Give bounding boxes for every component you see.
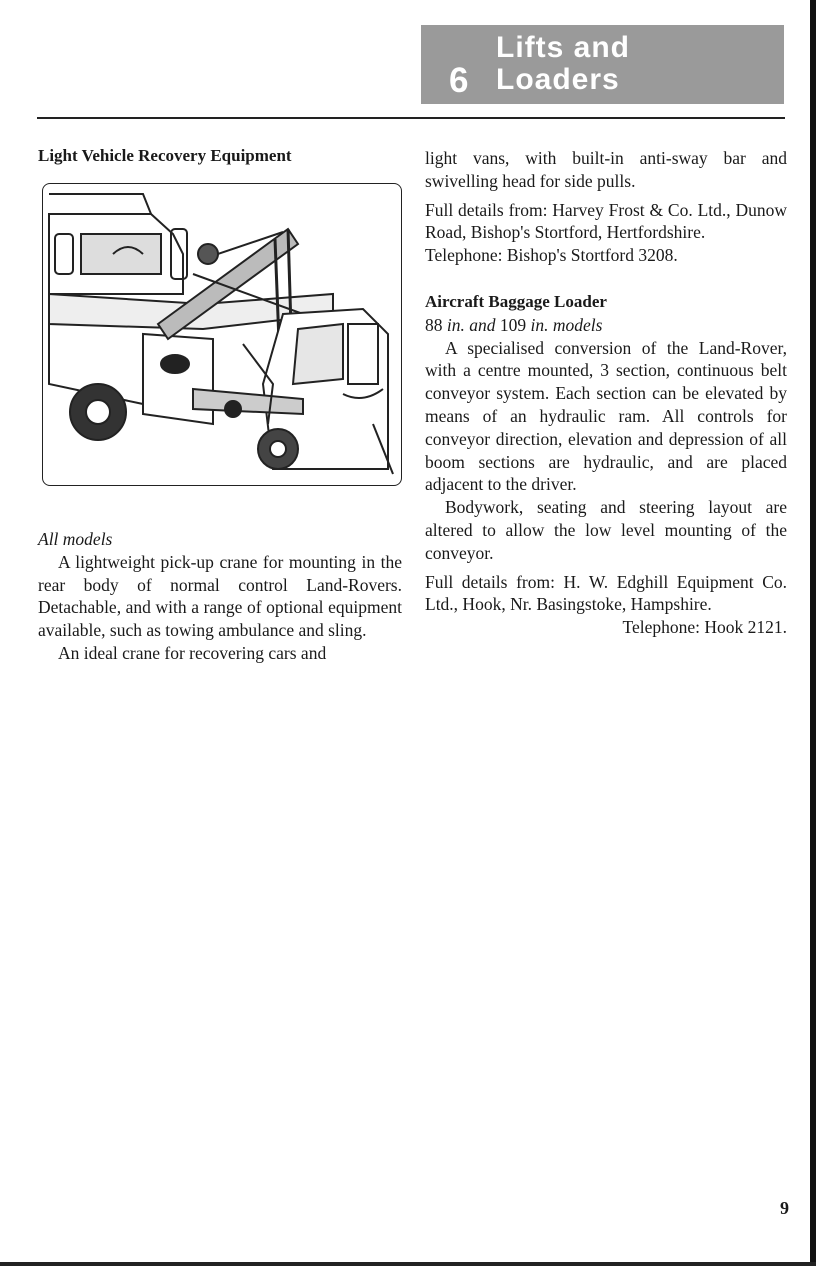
model-88: 88 <box>425 314 443 335</box>
telephone-edghill: Telephone: Hook 2121. <box>622 617 787 638</box>
section-heading-baggage-loader: Aircraft Baggage Loader <box>425 291 607 311</box>
tow-truck-crane-illustration <box>42 183 402 486</box>
tow-truck-drawing-icon <box>43 184 401 485</box>
chapter-banner <box>421 25 784 104</box>
paragraph-ideal-crane: An ideal crane for recovering cars and <box>58 642 327 663</box>
model-109: 109 <box>499 314 527 335</box>
header-rule <box>37 117 785 119</box>
chapter-title-line2: Loaders <box>496 63 620 96</box>
left-body <box>38 528 402 665</box>
page-number: 9 <box>780 1198 789 1218</box>
right-body <box>425 147 787 639</box>
model-unit-b: in. models <box>530 314 603 335</box>
paragraph-bodywork: Bodywork, seating and steering layout are altered to allow the low level mounting of the conveyor. <box>425 497 787 563</box>
scan-edge-bottom <box>0 1262 816 1266</box>
paragraph-continuation: light vans, with built-in anti-sway bar and swivelling head for side pulls. <box>425 148 787 191</box>
chapter-title-line1: Lifts and <box>496 31 630 64</box>
details-edghill: Full details from: H. W. Edghill Equipment Co. Ltd., Hook, Nr. Basingstoke, Hampshire. <box>425 571 787 615</box>
chapter-number: 6 <box>449 61 469 100</box>
model-unit-a: in. and <box>446 314 496 335</box>
models-label: All models <box>38 529 113 549</box>
models-label-baggage <box>425 314 787 337</box>
scan-edge-right <box>810 0 816 1266</box>
paragraph-crane-description: A lightweight pick-up crane for mounting in the rear body of normal control Land-Rovers. Detachable, and with a range of optional equipment available, such as towing ambulance and sling. <box>38 551 402 641</box>
left-heading-block <box>38 145 402 168</box>
paragraph-conveyor: A specialised conversion of the Land-Rover, with a centre mounted, 3 section, continuous belt conveyor system. Each section can be elevated by means of an hydraulic ram. All controls for conveyor direction, elevation and depression of all boom sections are hydraulic, and are placed adjacent to the driver. <box>425 337 787 495</box>
details-harvey-frost: Full details from: Harvey Frost & Co. Ltd., Dunow Road, Bishop's Stortford, Hertfordshire. <box>425 199 787 243</box>
section-heading-recovery: Light Vehicle Recovery Equipment <box>38 146 292 165</box>
telephone-harvey-frost: Telephone: Bishop's Stortford 3208. <box>425 245 678 266</box>
